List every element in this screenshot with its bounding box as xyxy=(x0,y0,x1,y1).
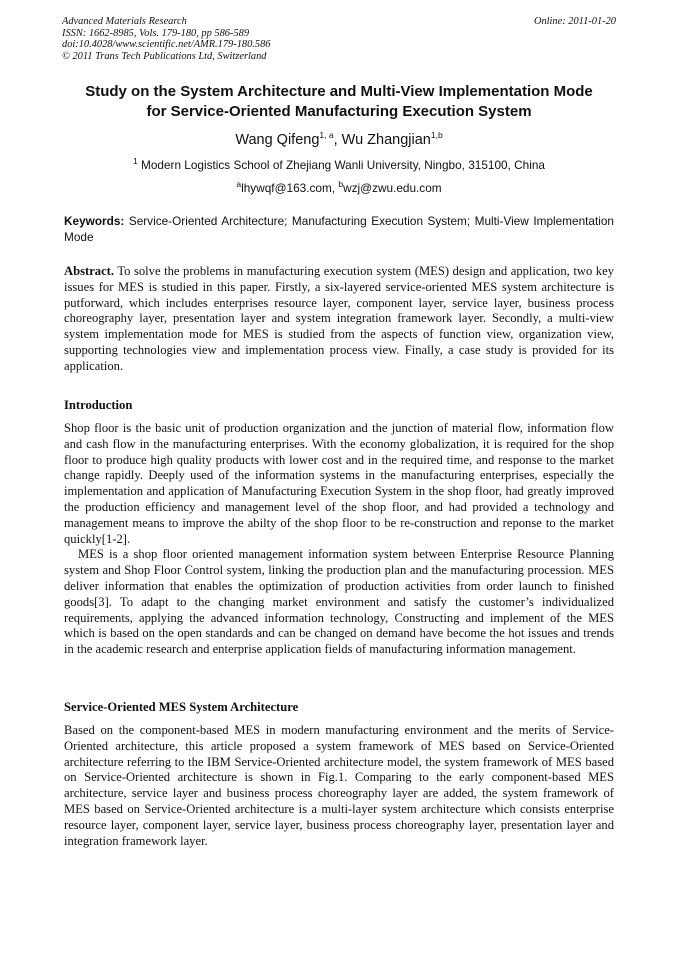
affiliation-marker: 1 xyxy=(133,156,138,166)
intro-paragraph-1: Shop floor is the basic unit of production organization and the junction of material flow, information flow and cash flow in the manufacturing enterprises. With the economy globalization, it is required for the shop floor to produce high quality products with lower cost and in the required time, and response to the market change rapidly. Deeply used of the information systems in the manufacturing enterprises, especially the implementation and application of Manufacturing Execution System in the shop floor, had greatly improved the production efficiency and management level of the shop floor, and had provided a technology and management means to improve the abilty of the shop floor to be re-construction and reponse to the market quickly[1-2]. xyxy=(64,421,614,546)
email-2[interactable]: wzj@zwu.edu.com xyxy=(343,180,442,195)
online-date: Online: 2011-01-20 xyxy=(533,16,616,27)
title-line-1: Study on the System Architecture and Multi-View Implementation Mode xyxy=(85,83,593,100)
section-heading-introduction: Introduction xyxy=(64,398,133,412)
keywords-label: Keywords: xyxy=(64,214,125,228)
title-line-2: for Service-Oriented Manufacturing Execution System xyxy=(146,103,532,120)
copyright-line: © 2011 Trans Tech Publications Ltd, Switzerland xyxy=(62,50,267,62)
abstract-block xyxy=(64,264,614,375)
affiliation xyxy=(0,156,678,172)
intro-paragraph-2: MES is a shop floor oriented management information system between Enterprise Resource Planning system and Shop Floor Control system, linking the production plan and the manufacturing procession. MES deliver information that enables the optimization of production activities from order launch to finished goods[3]. To adapt to the changing market environment and satisfy the customer’s individualized requirements, applying the advanced information technology, Constructing and implement of the MES which is based on the open standards and can be changed on demand have become the hot issues and trends in the academic research and enterprise application fields of manufacturing information management. xyxy=(64,547,614,657)
author-line xyxy=(0,130,678,148)
architecture-body xyxy=(64,723,614,849)
author-1: Wang Qifeng xyxy=(235,131,320,148)
journal-name: Advanced Materials Research xyxy=(62,16,187,27)
email-2-marker: b xyxy=(338,179,344,189)
section-heading-architecture: Service-Oriented MES System Architecture xyxy=(64,700,299,714)
email-1-marker: a xyxy=(236,179,242,189)
issn-line: ISSN: 1662-8985, Vols. 179-180, pp 586-589 xyxy=(62,27,250,39)
email-1[interactable]: lhywqf@163.com, xyxy=(241,180,339,195)
keywords-text: Service-Oriented Architecture; Manufacturing Execution System; Multi-View Implementation Mode xyxy=(64,214,614,244)
keywords-block xyxy=(64,213,614,245)
author-2: Wu Zhangjian xyxy=(341,131,431,148)
author-2-affil: 1,b xyxy=(430,130,443,140)
paper-title xyxy=(50,82,628,122)
abstract-text: To solve the problems in manufacturing execution system (MES) design and application, two key issues for MES is studied in this paper. Firstly, a six-layered service-oriented MES system architecture is putforward, which includes enterprises resource layer, component layer, service layer, business process choreography layer, presentation layer and system integration framework layer. Secondly, a multi-view system implementation mode for MES is studied from the aspects of function view, organization view, supporting technologies view and implementation process view. Finally, a case study is provided for its application. xyxy=(64,264,614,373)
author-separator: , xyxy=(333,131,342,148)
affiliation-text: Modern Logistics School of Zhejiang Wanli University, Ningbo, 315100, China xyxy=(137,157,545,172)
abstract-label: Abstract. xyxy=(64,264,115,278)
introduction-body xyxy=(64,421,614,658)
author-1-affil: 1, a xyxy=(319,130,334,140)
email-line xyxy=(0,179,678,195)
journal-header xyxy=(62,16,270,62)
doi-line: doi:10.4028/www.scientific.net/AMR.179-180.586 xyxy=(62,39,271,51)
arch-paragraph-1: Based on the component-based MES in modern manufacturing environment and the merits of Service-Oriented architecture, this article proposed a system framework of MES based on Service-Oriented architecture referring to the IBM Service-Oriented architecture model, the system framework of MES based on Service-Oriented architecture is shown in Fig.1. Comparing to the early component-based MES architecture, service layer and business process choreography layer are added, the system framework of MES based on Service-Oriented architecture is a multi-layer system architecture which consists enterprise resource layer, component layer, service layer, business process choreography layer, presentation layer and integration framework layer. xyxy=(64,723,614,848)
